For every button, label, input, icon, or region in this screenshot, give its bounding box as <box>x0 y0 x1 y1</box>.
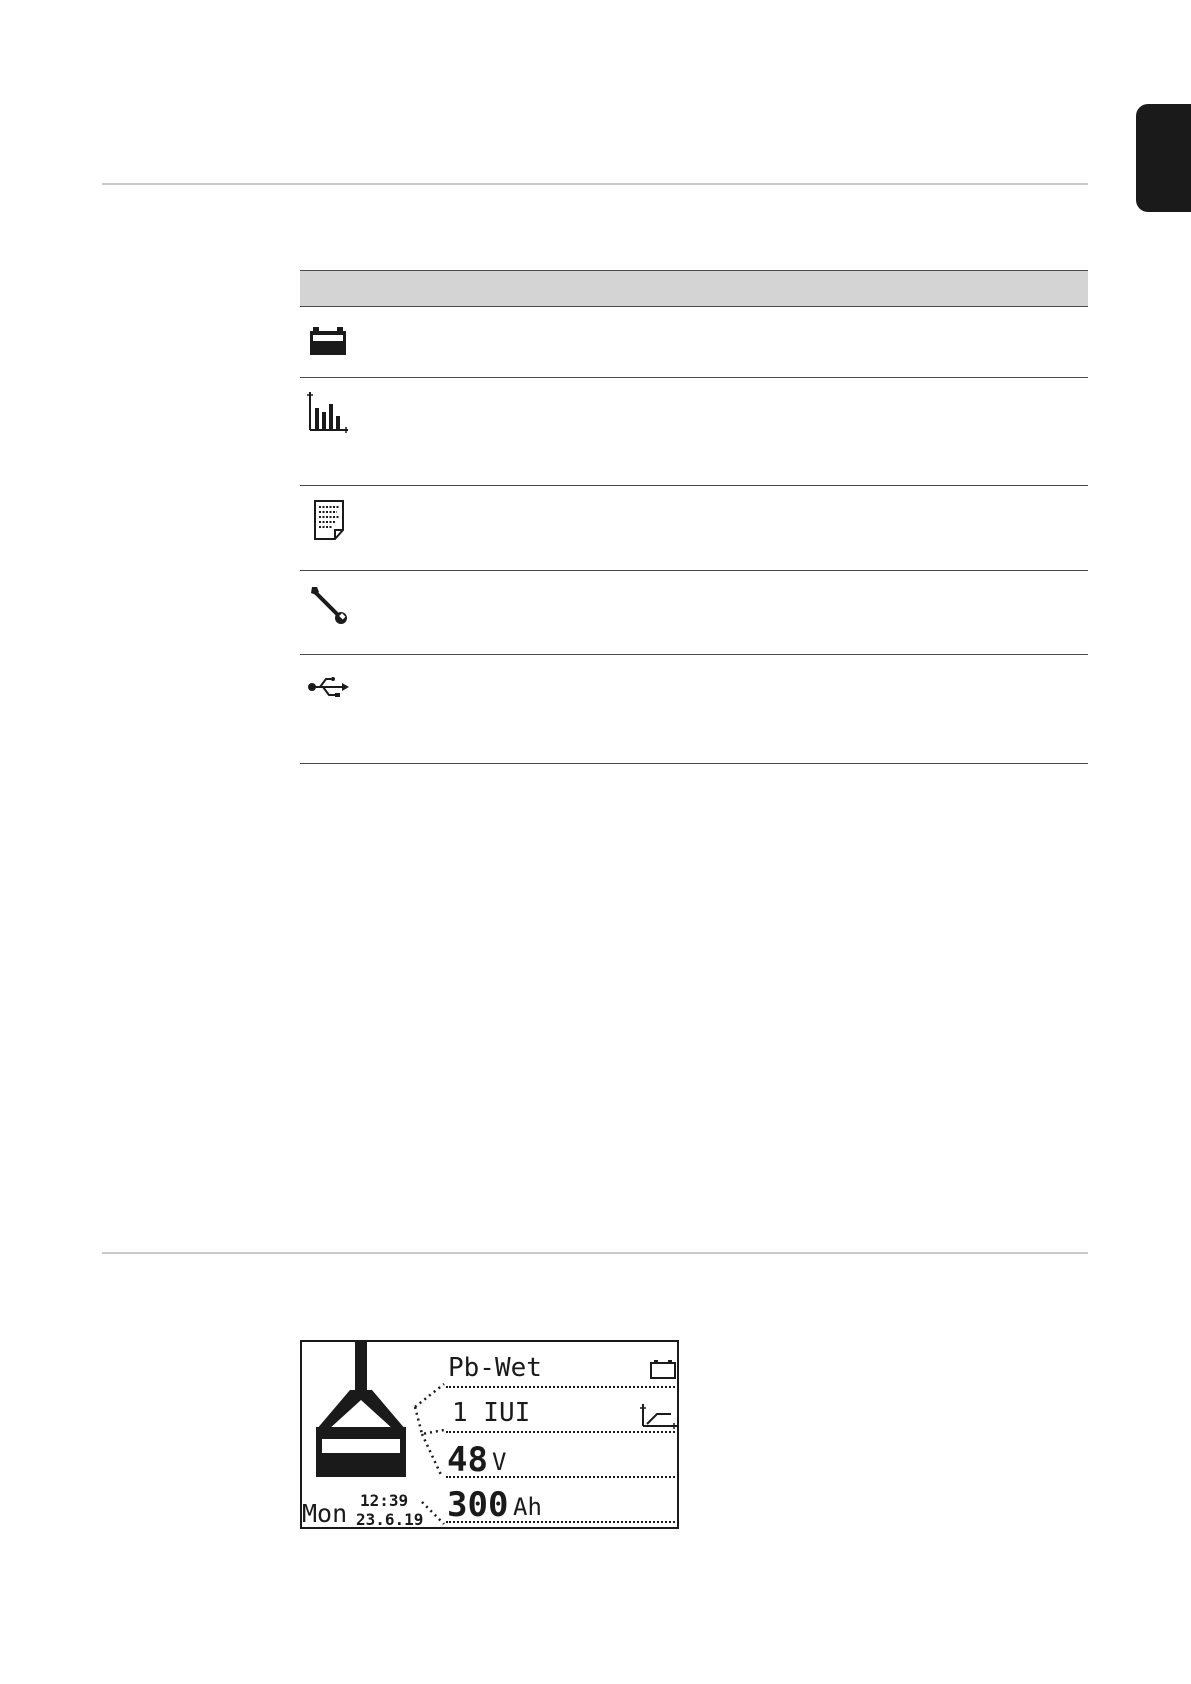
bar-chart-icon <box>306 390 350 434</box>
charge-curve-text: 1 IUI <box>452 1398 531 1428</box>
time-text: 12:39 <box>360 1491 409 1510</box>
section-divider-bottom <box>102 1252 1088 1254</box>
wrench-icon <box>306 583 350 627</box>
lcd-display <box>300 1340 679 1529</box>
battery-type-text: Pb-Wet <box>448 1353 542 1383</box>
table-row-statistics <box>300 378 1088 486</box>
voltage-unit: V <box>492 1448 507 1476</box>
table-header <box>300 270 1088 307</box>
side-tab-marker <box>1136 104 1191 212</box>
icon-table <box>300 270 1088 764</box>
charge-curve-icon <box>639 1402 679 1430</box>
table-row-log <box>300 486 1088 571</box>
battery-icon <box>650 1360 676 1380</box>
table-row-usb <box>300 655 1088 764</box>
day-text: Mon <box>302 1499 348 1528</box>
capacity-unit: Ah <box>513 1493 542 1521</box>
table-row-settings <box>300 571 1088 655</box>
document-icon <box>306 498 350 542</box>
date-text: 23.6.19 <box>356 1510 424 1529</box>
table-row-battery <box>300 307 1088 378</box>
section-divider-top <box>102 183 1088 185</box>
voltage-value: 48 <box>447 1440 488 1480</box>
usb-icon <box>306 667 350 711</box>
capacity-value: 300 <box>447 1485 509 1525</box>
battery-icon <box>306 319 350 363</box>
